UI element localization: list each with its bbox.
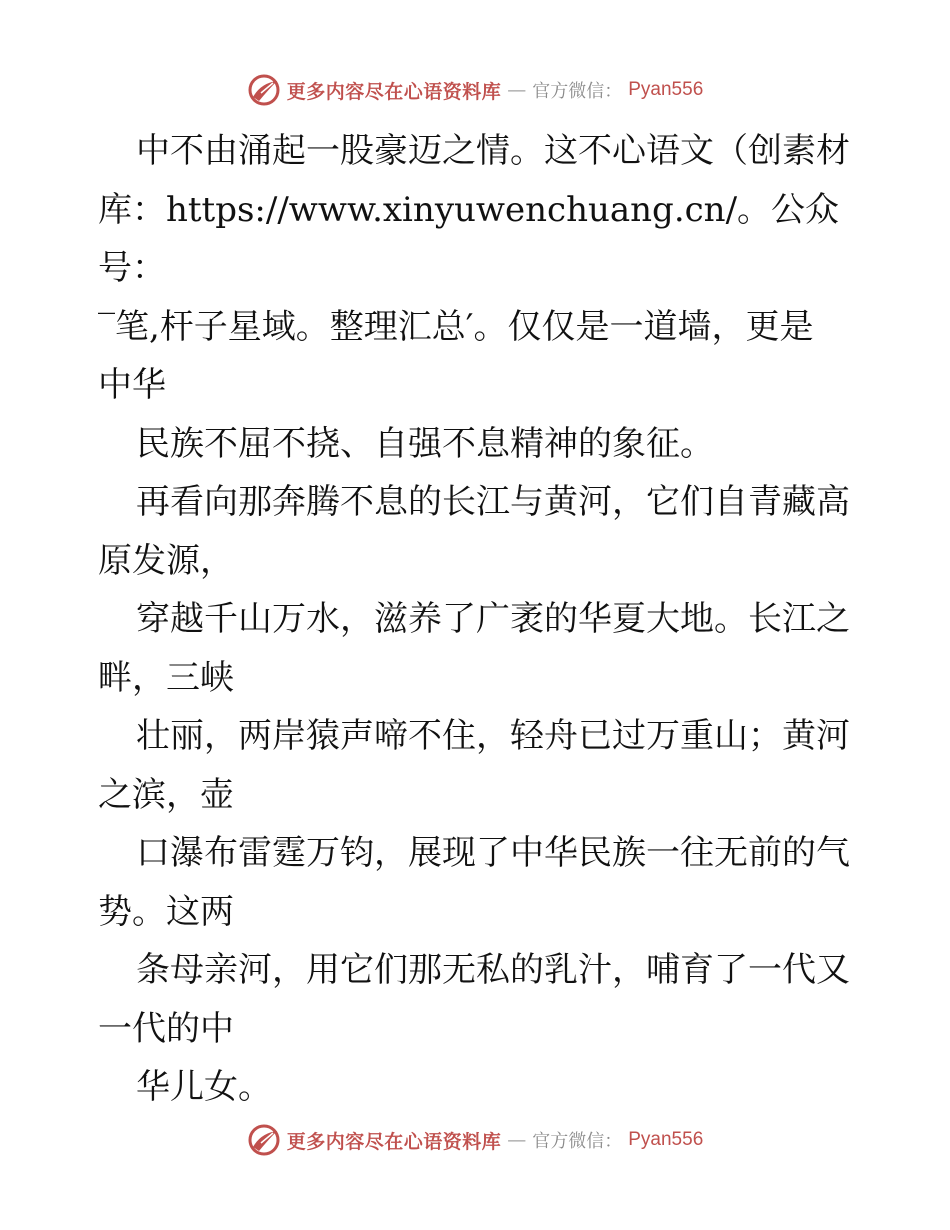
text-line: 再看向那奔腾不息的长江与黄河，它们自青藏高	[136, 482, 850, 522]
banner-sub-text: 官方微信：	[532, 1131, 623, 1152]
text-line: 之滨，壶	[98, 774, 234, 815]
text-line: 华儿女。	[136, 1067, 272, 1107]
banner-wechat-id: Pyan556	[628, 79, 704, 100]
banner-main-text: 更多内容尽在心语资料库	[286, 1130, 502, 1153]
text-line: 穿越千山万水，滋养了广袤的华夏大地。长江之	[136, 599, 850, 639]
banner-main-text: 更多内容尽在心语资料库	[286, 80, 502, 103]
text-line: 条母亲河，用它们那无私的乳汁，哺育了一代又	[136, 950, 850, 990]
banner-dash: —	[507, 79, 527, 101]
brand-logo-icon	[247, 1123, 281, 1157]
text-line: 口瀑布雷霆万钧，展现了中华民族一往无前的气	[136, 833, 850, 873]
text-line: 壮丽，两岸猿声啼不住，轻舟已过万重山；黄河	[136, 716, 850, 756]
banner-sub-text: 官方微信：	[532, 81, 623, 102]
text-line: 一代的中	[98, 1008, 234, 1049]
text-line: 民族不屈不挠、自强不息精神的象征。	[136, 423, 714, 464]
text-line: 势。这两	[98, 891, 234, 932]
text-line: 库：https://www.xinyuwenchuang.cn/。公众号：	[98, 189, 840, 288]
text-line: 中不由涌起一股豪迈之情。这不心语文（创素材	[136, 131, 850, 171]
text-line: ‾笔,杆子星域。整理汇总′。仅仅是一道墙，更是	[98, 306, 814, 347]
banner-dash: —	[507, 1129, 527, 1151]
text-line: 中华	[98, 365, 166, 405]
text-line: 原发源，	[98, 540, 234, 581]
header-banner	[0, 70, 950, 110]
banner-wechat-id: Pyan556	[628, 1129, 704, 1150]
footer-banner	[0, 1120, 950, 1160]
brand-logo-icon	[247, 73, 281, 107]
text-line: 畔，三峡	[98, 657, 234, 698]
document-body	[98, 122, 858, 1117]
